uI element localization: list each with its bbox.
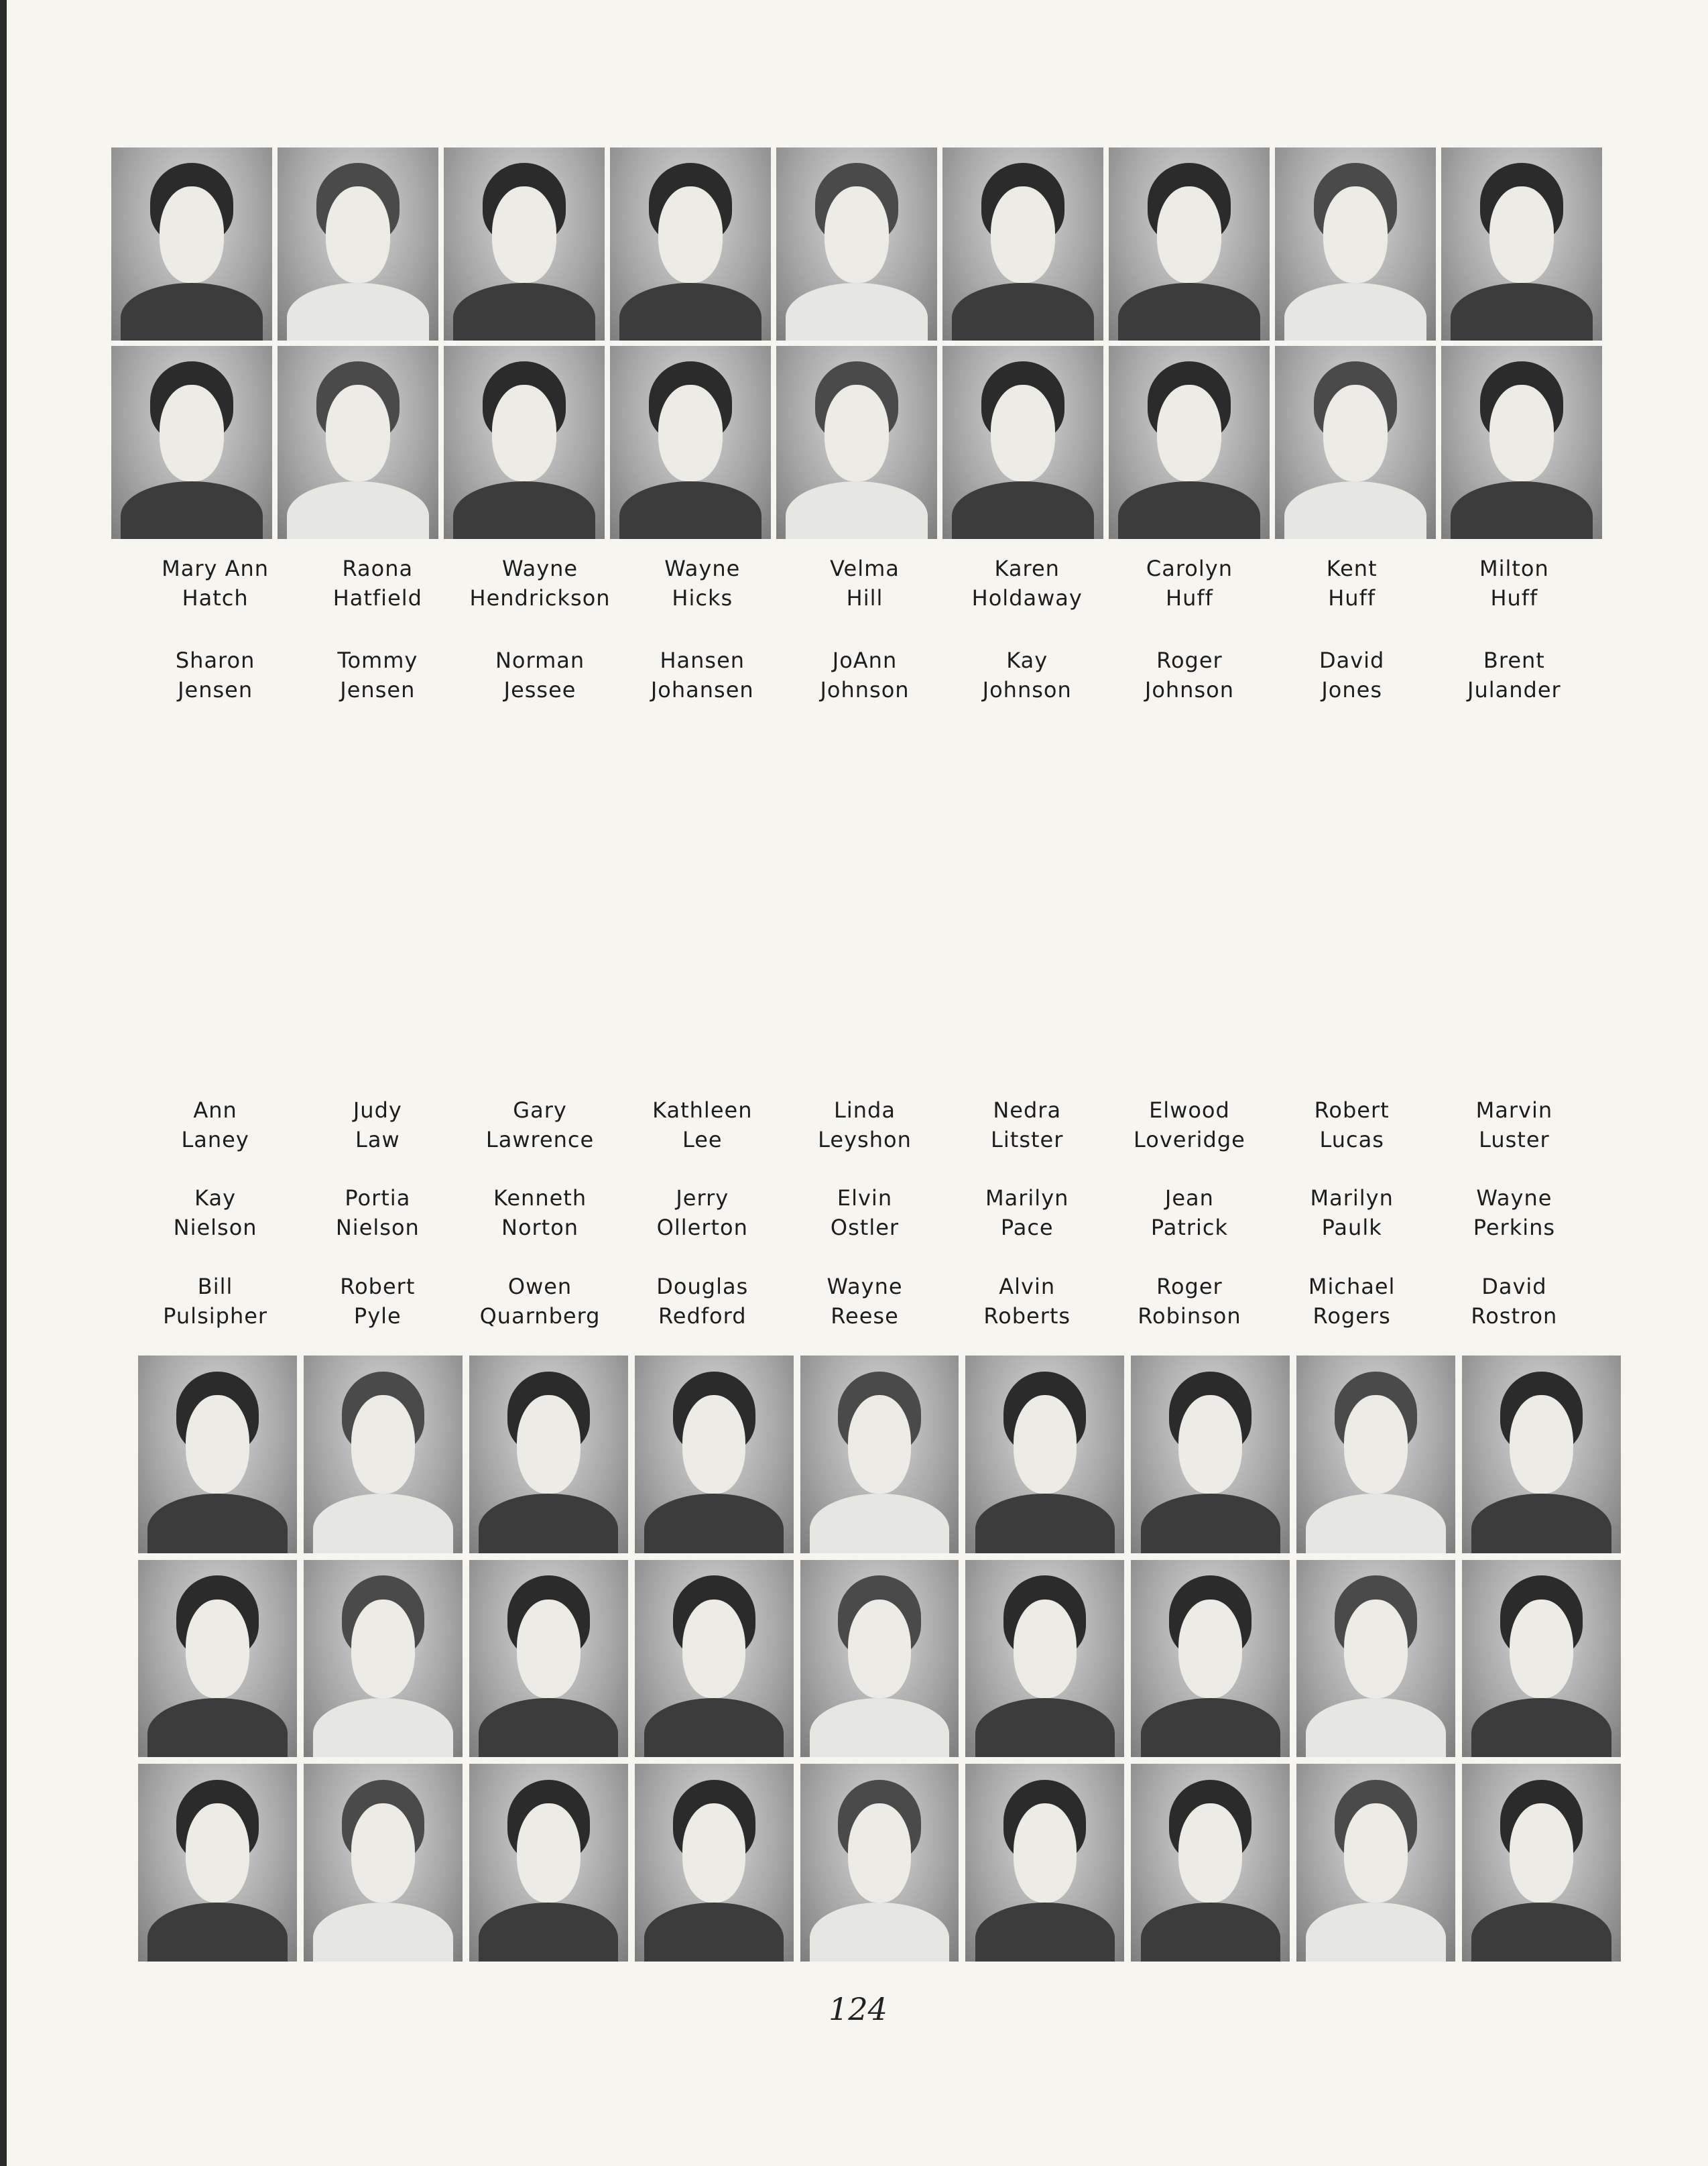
first-name: Tommy — [337, 648, 418, 673]
last-name: Johnson — [1144, 677, 1234, 703]
student-name — [946, 1095, 1108, 1160]
last-name: Ollerton — [656, 1215, 748, 1241]
first-name: Hansen — [660, 648, 745, 673]
names-top — [134, 554, 1595, 709]
first-name: Kathleen — [652, 1097, 753, 1123]
first-name: Kent — [1326, 556, 1378, 581]
last-name: Hicks — [672, 585, 733, 611]
student-portrait — [278, 147, 438, 341]
student-name — [621, 646, 784, 709]
last-name: Nielson — [335, 1215, 420, 1241]
first-name: Marilyn — [985, 1185, 1069, 1211]
student-portrait — [635, 1560, 794, 1758]
student-portrait — [304, 1560, 463, 1758]
last-name: Patrick — [1150, 1215, 1229, 1241]
student-name — [1433, 1272, 1595, 1337]
first-name: Karen — [994, 556, 1060, 581]
first-name: Roger — [1156, 648, 1223, 673]
student-name — [946, 1272, 1108, 1337]
student-name — [946, 646, 1108, 709]
last-name: Jensen — [178, 677, 253, 703]
student-portrait — [444, 346, 605, 539]
first-name: Carolyn — [1146, 556, 1233, 581]
student-portrait — [304, 1356, 463, 1553]
first-name: Gary — [513, 1097, 567, 1123]
last-name: Ostler — [830, 1215, 900, 1241]
student-name — [134, 1183, 296, 1248]
student-portrait — [138, 1560, 297, 1758]
student-name — [1433, 1095, 1595, 1160]
first-name: Mary Ann — [162, 556, 269, 581]
student-portrait — [942, 346, 1103, 539]
student-name — [1108, 1272, 1270, 1337]
student-portrait — [111, 147, 272, 341]
last-name: Jessee — [503, 677, 576, 703]
student-portrait — [800, 1560, 959, 1758]
student-name — [459, 554, 621, 617]
first-name: JoAnn — [832, 648, 898, 673]
last-name: Hill — [846, 585, 883, 611]
last-name: Roberts — [983, 1303, 1071, 1329]
first-name: Brent — [1483, 648, 1545, 673]
last-name: Hendrickson — [469, 585, 611, 611]
student-name — [296, 1272, 459, 1337]
last-name: Law — [355, 1127, 400, 1152]
first-name: Jerry — [676, 1185, 729, 1211]
last-name: Hatfield — [332, 585, 422, 611]
student-portrait — [278, 346, 438, 539]
first-name: Ann — [193, 1097, 237, 1123]
first-name: Owen — [507, 1273, 572, 1299]
first-name: Michael — [1308, 1273, 1396, 1299]
student-portrait — [469, 1764, 628, 1962]
student-portrait — [776, 147, 937, 341]
student-name — [1108, 554, 1270, 617]
student-name — [134, 1272, 296, 1337]
student-portrait — [469, 1356, 628, 1553]
portrait-grid-top — [111, 147, 1602, 539]
first-name: Raona — [342, 556, 414, 581]
last-name: Rogers — [1313, 1303, 1391, 1329]
student-portrait — [1441, 346, 1602, 539]
first-name: David — [1319, 648, 1385, 673]
student-portrait — [1462, 1560, 1621, 1758]
first-name: Elvin — [837, 1185, 893, 1211]
student-name — [784, 646, 946, 709]
student-name — [134, 554, 296, 617]
first-name: Alvin — [999, 1273, 1056, 1299]
student-name — [784, 1183, 946, 1248]
first-name: Roger — [1156, 1273, 1223, 1299]
last-name: Johansen — [650, 677, 754, 703]
student-portrait — [610, 346, 771, 539]
first-name: Marvin — [1475, 1097, 1553, 1123]
last-name: Holdaway — [971, 585, 1083, 611]
first-name: Robert — [1314, 1097, 1390, 1123]
last-name: Perkins — [1473, 1215, 1556, 1241]
first-name: Jean — [1164, 1185, 1214, 1211]
first-name: Kay — [194, 1185, 237, 1211]
last-name: Paulk — [1321, 1215, 1382, 1241]
student-portrait — [1275, 147, 1436, 341]
first-name: David — [1481, 1273, 1547, 1299]
student-name — [946, 554, 1108, 617]
student-name — [459, 1183, 621, 1248]
student-name — [1433, 1183, 1595, 1248]
student-name — [134, 646, 296, 709]
last-name: Pyle — [353, 1303, 402, 1329]
student-name — [946, 1183, 1108, 1248]
student-name — [296, 1095, 459, 1160]
student-name — [1108, 1095, 1270, 1160]
student-portrait — [965, 1764, 1124, 1962]
student-name — [784, 554, 946, 617]
last-name: Redford — [658, 1303, 747, 1329]
last-name: Johnson — [982, 677, 1072, 703]
student-portrait — [1131, 1764, 1290, 1962]
student-name — [1271, 1183, 1433, 1248]
student-portrait — [776, 346, 937, 539]
student-portrait — [1109, 147, 1270, 341]
first-name: Wayne — [664, 556, 741, 581]
student-portrait — [1462, 1356, 1621, 1553]
first-name: Norman — [495, 648, 585, 673]
last-name: Pace — [1000, 1215, 1054, 1241]
student-portrait — [444, 147, 605, 341]
first-name: Velma — [830, 556, 900, 581]
student-portrait — [1131, 1560, 1290, 1758]
student-portrait — [800, 1764, 959, 1962]
student-name — [621, 554, 784, 617]
student-portrait — [138, 1356, 297, 1553]
student-name — [784, 1272, 946, 1337]
student-portrait — [469, 1560, 628, 1758]
student-name — [1433, 646, 1595, 709]
first-name: Nedra — [993, 1097, 1062, 1123]
first-name: Sharon — [175, 648, 255, 673]
student-portrait — [1441, 147, 1602, 341]
first-name: Douglas — [656, 1273, 749, 1299]
last-name: Robinson — [1138, 1303, 1241, 1329]
student-name — [134, 1095, 296, 1160]
student-name — [1271, 646, 1433, 709]
student-name — [621, 1272, 784, 1337]
last-name: Huff — [1490, 585, 1538, 611]
student-portrait — [942, 147, 1103, 341]
last-name: Pulsipher — [163, 1303, 268, 1329]
student-portrait — [138, 1764, 297, 1962]
student-name — [1271, 1272, 1433, 1337]
first-name: Portia — [345, 1185, 411, 1211]
last-name: Leyshon — [818, 1127, 912, 1152]
student-name — [784, 1095, 946, 1160]
student-portrait — [965, 1356, 1124, 1553]
student-portrait — [635, 1764, 794, 1962]
first-name: Linda — [834, 1097, 896, 1123]
last-name: Lucas — [1319, 1127, 1384, 1152]
first-name: Wayne — [1476, 1185, 1552, 1211]
last-name: Johnson — [820, 677, 910, 703]
student-portrait — [1109, 346, 1270, 539]
student-portrait — [1462, 1764, 1621, 1962]
portrait-grid-bottom — [138, 1356, 1621, 1962]
last-name: Litster — [991, 1127, 1064, 1152]
first-name: Bill — [197, 1273, 233, 1299]
student-name — [459, 1095, 621, 1160]
last-name: Jensen — [340, 677, 416, 703]
first-name: Wayne — [827, 1273, 903, 1299]
first-name: Milton — [1479, 556, 1549, 581]
first-name: Robert — [340, 1273, 416, 1299]
student-name — [296, 646, 459, 709]
student-name — [621, 1183, 784, 1248]
last-name: Julander — [1467, 677, 1561, 703]
student-portrait — [610, 147, 771, 341]
last-name: Laney — [181, 1127, 249, 1152]
student-portrait — [1275, 346, 1436, 539]
last-name: Nielson — [173, 1215, 257, 1241]
last-name: Rostron — [1471, 1303, 1558, 1329]
page-number: 124 — [829, 1991, 888, 2027]
student-portrait — [635, 1356, 794, 1553]
first-name: Elwood — [1149, 1097, 1230, 1123]
student-portrait — [1296, 1356, 1455, 1553]
student-name — [459, 646, 621, 709]
last-name: Quarnberg — [479, 1303, 601, 1329]
first-name: Wayne — [501, 556, 578, 581]
first-name: Marilyn — [1310, 1185, 1394, 1211]
names-bottom — [134, 1095, 1595, 1337]
student-portrait — [965, 1560, 1124, 1758]
last-name: Lawrence — [485, 1127, 595, 1152]
student-name — [296, 1183, 459, 1248]
student-name — [296, 554, 459, 617]
last-name: Lee — [682, 1127, 723, 1152]
student-name — [1271, 1095, 1433, 1160]
last-name: Jones — [1321, 677, 1382, 703]
last-name: Reese — [831, 1303, 899, 1329]
last-name: Huff — [1328, 585, 1376, 611]
student-name — [459, 1272, 621, 1337]
last-name: Hatch — [182, 585, 249, 611]
first-name: Judy — [353, 1097, 402, 1123]
student-portrait — [1296, 1560, 1455, 1758]
student-portrait — [111, 346, 272, 539]
student-portrait — [1296, 1764, 1455, 1962]
last-name: Huff — [1166, 585, 1213, 611]
first-name: Kenneth — [493, 1185, 587, 1211]
student-name — [1108, 1183, 1270, 1248]
last-name: Norton — [501, 1215, 579, 1241]
first-name: Kay — [1006, 648, 1048, 673]
student-portrait — [1131, 1356, 1290, 1553]
student-name — [1271, 554, 1433, 617]
student-name — [621, 1095, 784, 1160]
student-portrait — [800, 1356, 959, 1553]
student-name — [1108, 646, 1270, 709]
student-portrait — [304, 1764, 463, 1962]
last-name: Loveridge — [1134, 1127, 1245, 1152]
student-name — [1433, 554, 1595, 617]
last-name: Luster — [1479, 1127, 1550, 1152]
